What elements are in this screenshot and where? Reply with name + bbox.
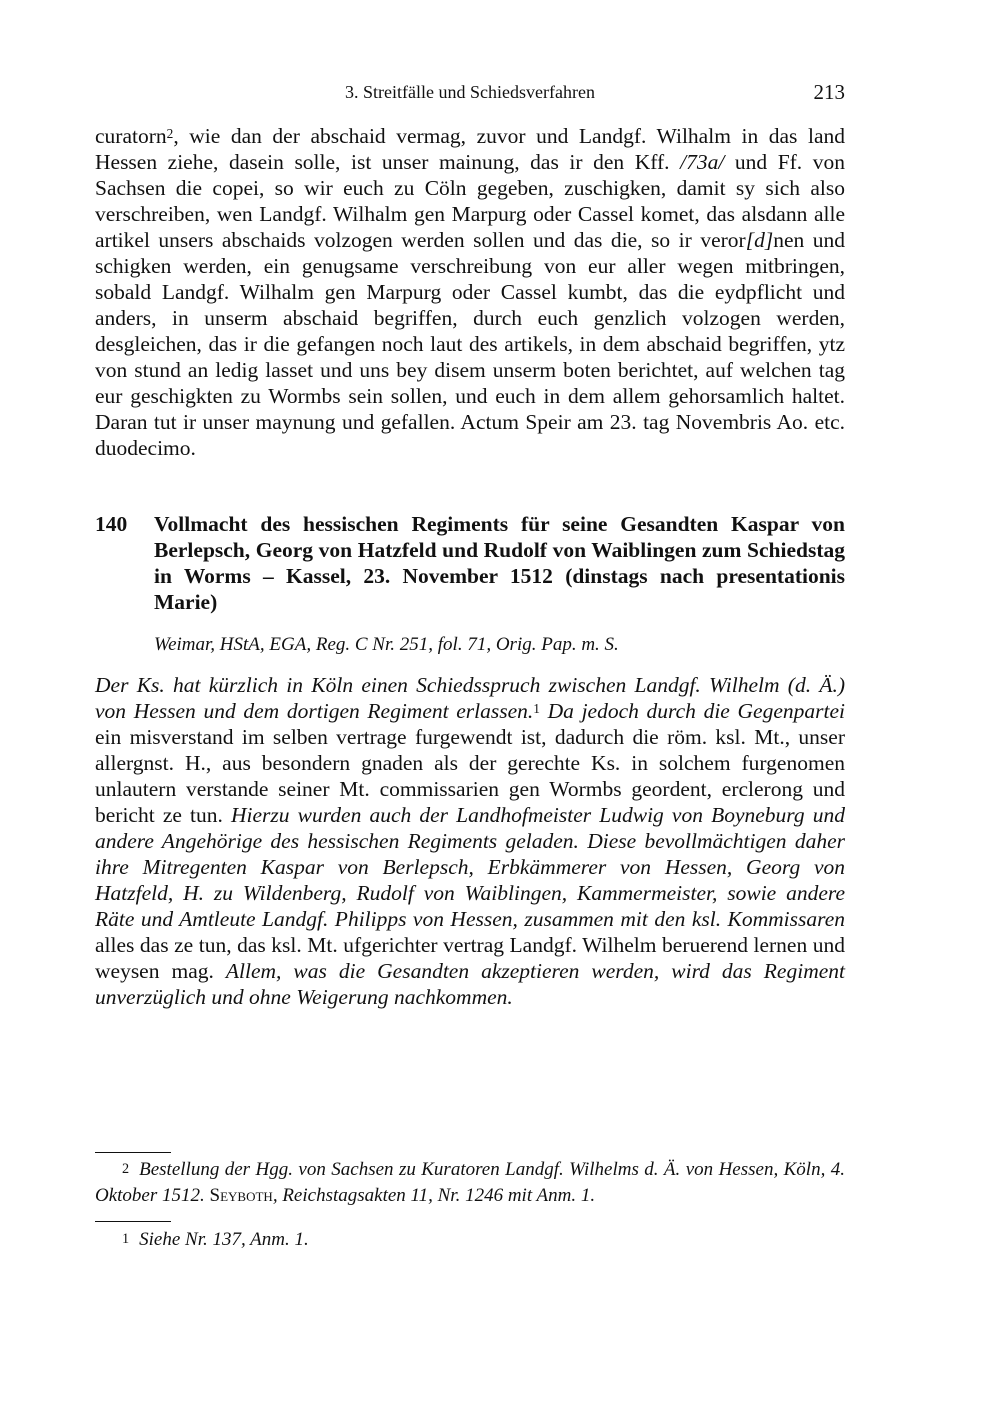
footnote-mark: 1	[122, 1231, 130, 1247]
folio-marker: /73a/	[680, 150, 725, 174]
regest-paragraph	[95, 672, 845, 1010]
document-heading	[95, 511, 845, 615]
regest-italic: Allem, was die Gesandten akzeptieren werden, wird das Regiment unverzüglich und ohne Weigerung nachkommen.	[95, 959, 845, 1009]
source-citation: Weimar, HStA, EGA, Reg. C Nr. 251, fol. 71, Orig. Pap. m. S.	[154, 634, 619, 655]
text-run: , wie dan der abschaid vermag, zuvor und Landgf. Wilhalm in das land Hessen ziehe, dasein solle, ist unser mainung, das ir den Kff.	[95, 124, 845, 174]
editorial-emendation: [d]	[745, 228, 774, 252]
running-title: 3. Streitfälle und Schiedsverfahren	[345, 82, 595, 102]
continuation-paragraph	[95, 123, 845, 461]
regest-italic: Hierzu wurden auch der Landhofmeister Ludwig von Boyneburg und andere Angehörige des hessischen Regiments geladen. Diese bevollmächtigen daher ihre Mitregenten Kaspar von Berlepsch, Erbkämmerer von Hessen, Georg von Hatzfeld, H. zu Wildenberg, Rudolf von Waiblingen, Kammermeister, sowie andere Räte und Amtleute Landgf. Philipps von Hessen, zusammen mit den ksl. Kommissaren	[95, 803, 845, 931]
footnote-rule	[95, 1152, 171, 1153]
footnote-author: Seyboth	[209, 1185, 273, 1206]
footnote-2	[95, 1157, 845, 1209]
footnote-text: , Reichstagsakten 11, Nr. 1246 mit Anm. 1.	[272, 1185, 596, 1206]
regest-italic: Der Ks. hat kürzlich in Köln einen Schiedsspruch zwischen Landgf. Wilhelm (d. Ä.) von Hessen und dem dortigen Regiment erlassen.	[95, 673, 845, 723]
page-number: 213	[813, 80, 845, 104]
text-run: nen und schigken werden, ein genugsame verschreibung von eur aller wegen mitbringen, sobald Landgf. Wilhalm gen Marpurg oder Cassel kumbt, das die eydpflicht und anders, in unserm abschaid begriffen, durch euch genzlich volzogen werden, desgleichen, das ir die gefangen noch laut des artikels, in dem abschaid begriffen, ytz von stund an ledig lasset und uns bey disem unserm boten berichtet, auf welchen tag eur geschigkten zu Wormbs sein sollen, und euch in dem allem gehorsamlich haltet. Daran tut ir unser maynung und gefallen. Actum Speir am 23. tag Novembris Ao. etc. duodecimo.	[95, 228, 845, 460]
text-run: und Ff. von Sachsen die copei, so wir euch zu Cöln gegeben, zuschigken, damit sy sich also verschreiben, wen Landgf. Wilhalm gen Marpurg oder Cassel komet, das alsdann alle artikel unsers abschaids volzogen werden sollen und das die, so ir veror	[95, 150, 845, 252]
footnote-rule	[95, 1221, 171, 1222]
regest-quote: alles das ze tun, das ksl. Mt. ufgerichter vertrag Landgf. Wilhelm beruerend lernen und weysen mag.	[95, 933, 845, 983]
document-title: Vollmacht des hessischen Regiments für seine Gesandten Kaspar von Berlepsch, Georg von Hatzfeld und Rudolf von Waiblingen zum Schiedstag in Worms – Kassel, 23. November 1512 (dinstags nach presentationis Marie)	[154, 512, 845, 614]
footnote-text: Bestellung der Hgg. von Sachsen zu Kuratoren Landgf. Wilhelms d. Ä. von Hessen, Köln, 4. Oktober 1512.	[95, 1159, 845, 1206]
document-number: 140	[95, 512, 128, 536]
footnote-ref-2[interactable]: 2	[166, 126, 174, 141]
regest-italic: Da jedoch durch die Gegenpartei	[539, 699, 845, 723]
text-run: curatorn	[95, 124, 167, 148]
footnote-ref-1[interactable]: 1	[533, 701, 540, 716]
running-head	[95, 80, 845, 108]
footnote-text: Siehe Nr. 137, Anm. 1.	[139, 1229, 309, 1250]
footnote-1	[95, 1227, 845, 1253]
regest-quote: ein misverstand im selben vertrage furgewendt ist, dadurch die röm. ksl. Mt., unser allergnst. H., aus besondern gnaden als der gerechte Ks. in solchem furgenomen unlautern verstande seiner Mt. commissarien gen Wormbs geordent, erclerong und bericht ze tun.	[95, 725, 845, 827]
footnote-mark: 2	[122, 1161, 130, 1177]
